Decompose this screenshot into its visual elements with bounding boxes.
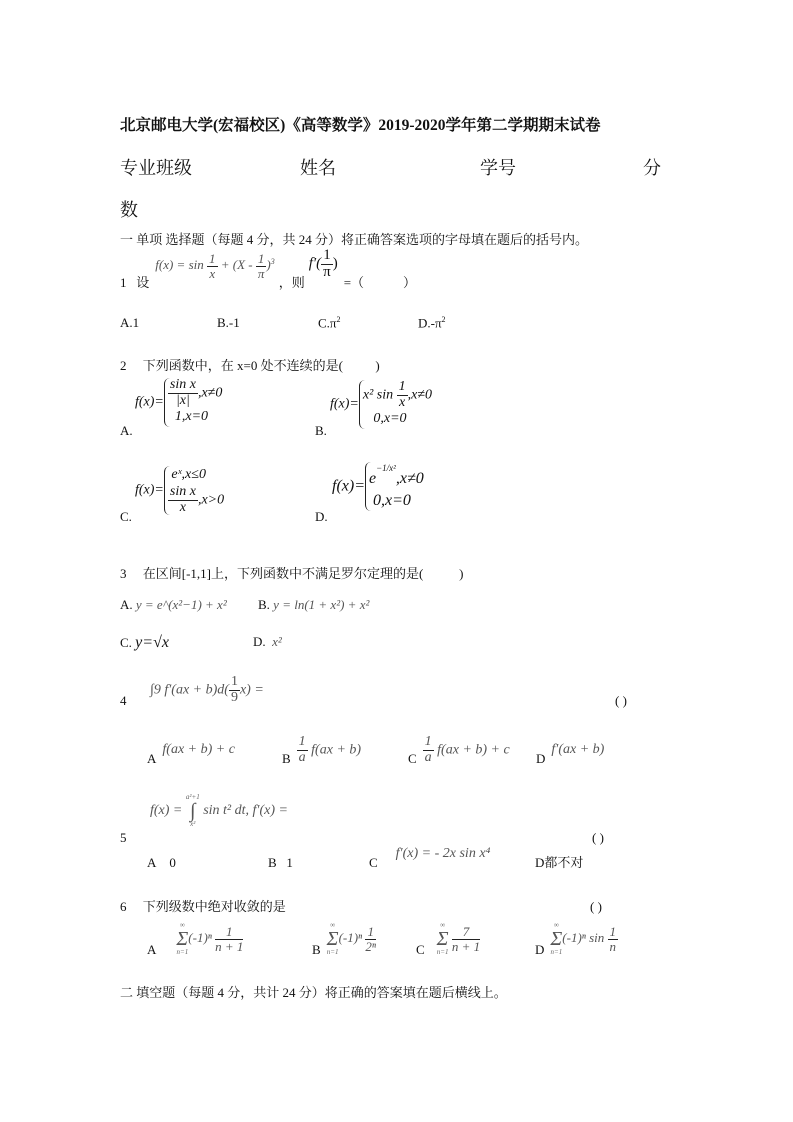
q6-option-a: [147, 922, 312, 956]
score-label-2: 数: [120, 200, 138, 220]
student-id-label: 学号: [480, 158, 516, 178]
score-label-1: 分: [643, 158, 661, 178]
q4-option-b-label: B: [282, 751, 291, 767]
q1-number: 1 设: [120, 274, 150, 290]
q6-option-b-label: B: [312, 942, 321, 957]
q5-formula: f(x) = a²+1 ∫ x² sin t² dt, f′(x) =: [150, 793, 288, 828]
q1-formula: f(x) = sin $\frac{1}{x}$ + (X - $\frac{1}{\pi}$ )$^3$: [155, 251, 275, 281]
q6-option-b-formula: ∞ Σ n=1 (-1)ⁿ $\frac{1}{\text{2ⁿ}}$: [326, 921, 377, 956]
q5-option-a: A 0: [147, 855, 176, 870]
q6-option-a-formula: ∞ Σ n=1 (-1)ⁿ $\frac{1}{n + 1}$: [176, 921, 244, 956]
q6-answer-paren: ( ): [590, 899, 602, 914]
q1-answer-paren: =（ ）: [343, 274, 417, 290]
q2-option-a-label: A.: [120, 423, 133, 438]
q5-answer-paren: ( ): [592, 830, 604, 845]
q3-option-b: B. y = ln(1 + x²) + x²: [258, 597, 370, 612]
q4-option-a-formula: f(ax + b) + c: [162, 742, 235, 758]
q2-option-a-formula: f(x)= $\frac{\text{sin x}}{|x|}$ ,x≠0 1,x=0: [135, 378, 222, 427]
q1-derivative: f′( $\frac{1}{\pi}$ ): [308, 247, 338, 280]
q3-text: 3 在区间[-1,1]上，下列函数中不满足罗尔定理的是( ): [120, 566, 464, 581]
q1-option-c: $C.\pi^2$: [318, 315, 341, 331]
q4-options-row: [147, 735, 604, 765]
q4-option-c-label: C: [408, 751, 417, 767]
q4-option-a: [147, 742, 282, 767]
q6-options-row: [147, 922, 618, 956]
q4-option-c: [408, 735, 536, 765]
q5-option-c-label: C: [369, 855, 378, 870]
section1-heading: 一 单项 选择题（每题 4 分，共 24 分）将正确答案选项的字母填在题后的括号内。: [120, 232, 589, 247]
q5-options-row: [147, 846, 584, 870]
q1-option-d: $D.-\pi^2$: [418, 315, 446, 331]
name-label: 姓名: [300, 158, 336, 178]
section2-heading: 二 填空题（每题 4 分，共计 24 分）将正确的答案填在题后横线上。: [120, 985, 507, 1000]
q5-option-d: D 都不对: [535, 855, 584, 870]
q2-option-d-formula: $f(x)= e^{-1/x^2},x\ne 0$ 0,x=0: [332, 462, 424, 511]
q4-option-d-formula: f′(ax + b): [551, 742, 605, 758]
q6-option-c-formula: ∞ Σ n=1 $\frac{7}{n + 1}$: [436, 921, 481, 956]
q3-option-a: A. y = e^(x²−1) + x²: [120, 597, 227, 612]
q2-option-b-label: B.: [315, 423, 327, 438]
q6-option-c: [416, 922, 535, 956]
q5-option-b: B 1: [268, 855, 293, 870]
q2-text: 2 下列函数中，在 x=0 处不连续的是( ): [120, 358, 380, 373]
q4-option-b-formula: $\frac{1}{a}$ f(ax + b): [298, 734, 362, 765]
q2-option-c-label: C.: [120, 509, 132, 524]
q1-row: [120, 247, 417, 290]
exam-title: 北京邮电大学(宏福校区)《高等数学》2019-2020学年第二学期期末试卷: [120, 117, 601, 134]
q1-option-b: B.-1: [217, 315, 240, 330]
q1-then: ，则: [278, 274, 305, 290]
q6-option-d: [535, 922, 618, 956]
q3-option-c: C. y=√x: [120, 634, 169, 651]
q5-option-c: [369, 846, 535, 870]
q6-option-a-label: A: [147, 942, 157, 957]
q4-option-d-label: D: [536, 751, 546, 767]
q4-option-c-formula: $\frac{1}{a}$ f(ax + b) + c: [424, 734, 510, 765]
q4-option-a-label: A: [147, 751, 157, 767]
q6-option-d-formula: ∞ Σ n=1 (-1)ⁿ sin $\frac{1}{n}$: [550, 921, 617, 956]
q6-option-b: [312, 922, 416, 956]
q4-answer-paren: ( ): [615, 693, 627, 708]
q3-option-d: D. x²: [253, 634, 282, 649]
q4-formula: ∫9 f′(ax + b)d( $\frac{1}{9}$ x) =: [150, 674, 264, 705]
q4-number: 4: [120, 693, 127, 708]
q4-option-b: [282, 735, 408, 765]
q5-option-c-formula: f′(x) = - 2x sin x⁴: [395, 846, 491, 861]
q2-option-d-label: D.: [315, 509, 328, 524]
q2-option-b-formula: f(x)=x² sin $\frac{1}{x}$ ,x≠0 0,x=0: [330, 380, 432, 429]
q6-option-c-label: C: [416, 942, 425, 957]
q6-option-d-label: D: [535, 942, 545, 957]
q2-option-c-formula: f(x)= eˣ,x≤0 $\frac{\text{sin x}}{x}$ ,x>0: [135, 467, 225, 515]
q4-option-d: [536, 742, 605, 767]
q6-text: 6 下列级数中绝对收敛的是: [120, 899, 286, 914]
major-class-label: 专业班级: [120, 158, 192, 178]
q1-option-a: A.1: [120, 315, 140, 330]
q5-number: 5: [120, 830, 127, 845]
